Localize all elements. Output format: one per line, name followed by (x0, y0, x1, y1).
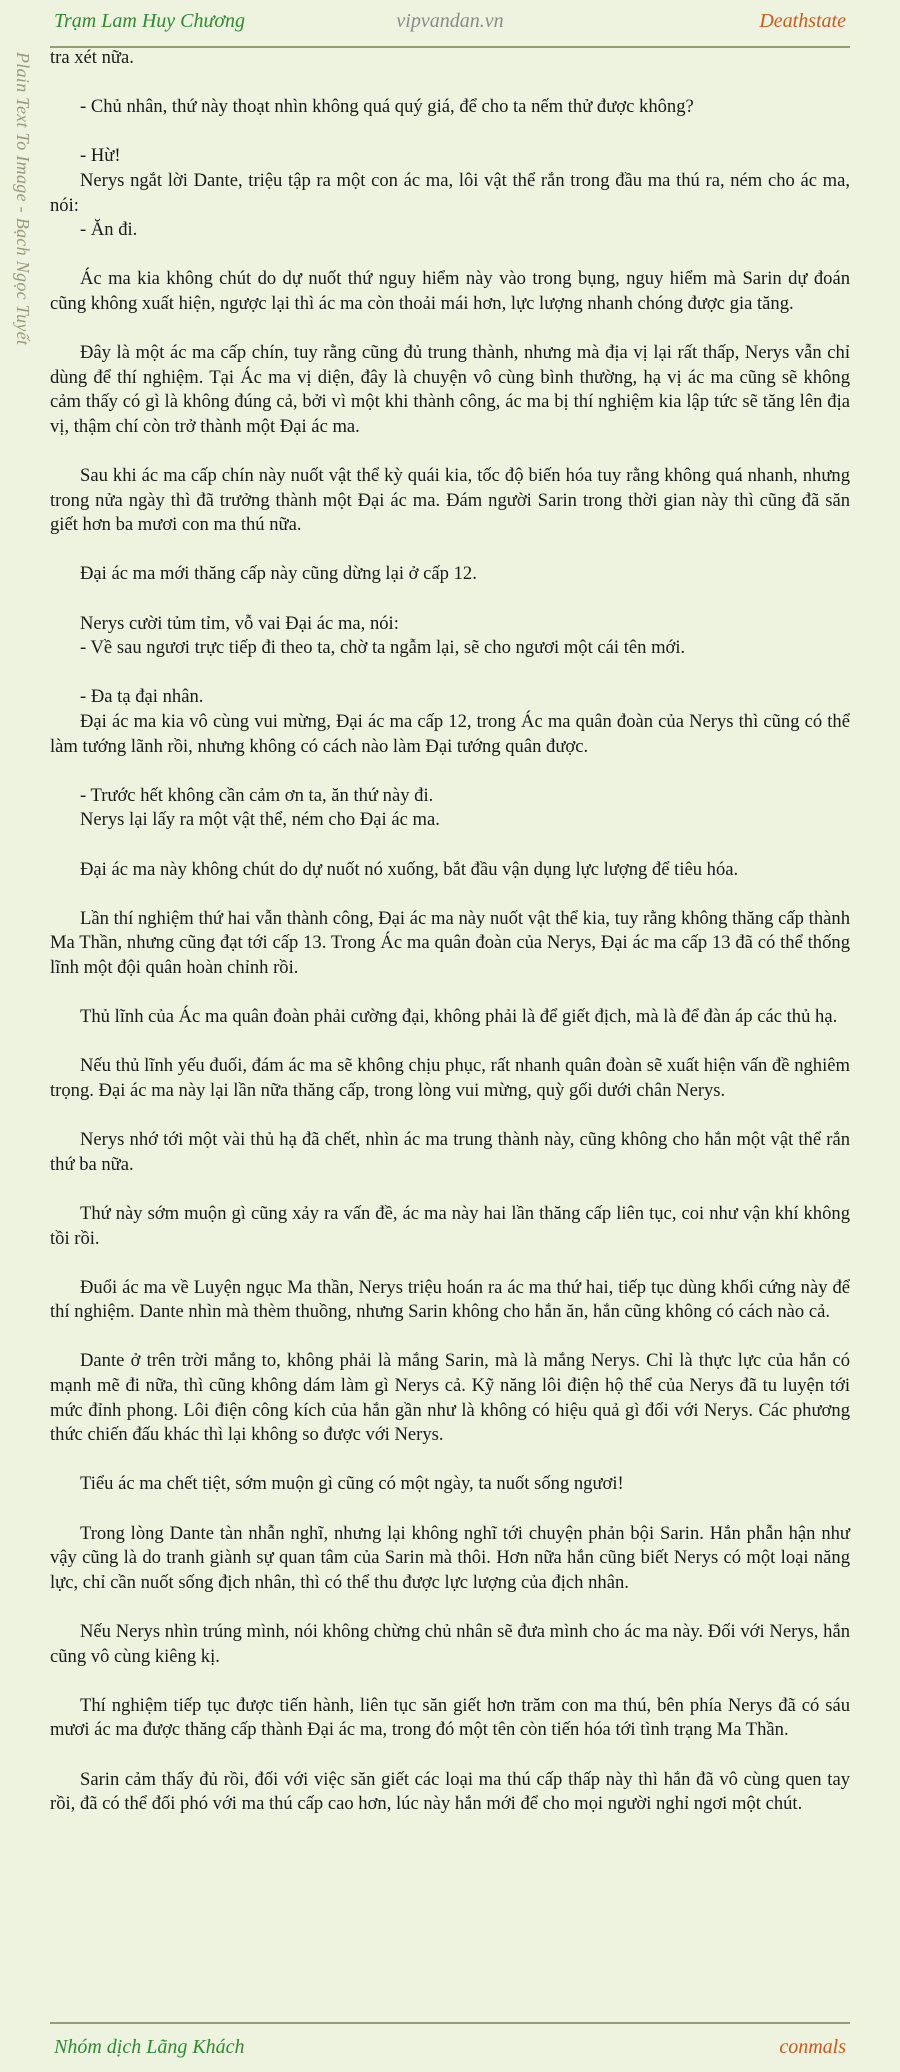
paragraph: Sau khi ác ma cấp chín này nuốt vật thể kỳ quái kia, tốc độ biến hóa tuy rằng không quá nhanh, nhưng trong nửa ngày thì đã trưởng thành một Đại ác ma. Đám người Sarin trong thời gian này thì cũng đã săn giết hơn ba mươi con ma thú nữa. (50, 465, 850, 536)
paragraph: Nerys lại lấy ra một vật thể, ném cho Đại ác ma. (80, 809, 440, 831)
page-header (50, 0, 850, 48)
paragraph: Thí nghiệm tiếp tục được tiến hành, liên tục săn giết hơn trăm con ma thú, bên phía Nerys đã có sáu mươi ác ma được thăng cấp thành Đại ác ma, trong đó một tên còn tiến hóa tới tình trạng Ma Thần. (50, 1694, 850, 1741)
header-url: vipvandan.vn (396, 10, 504, 32)
paragraph: Thủ lĩnh của Ác ma quân đoàn phải cường đại, không phải là để giết địch, mà là để đàn áp các thủ hạ. (80, 1006, 838, 1028)
paragraph: Trong lòng Dante tàn nhẫn nghĩ, nhưng lại không nghĩ tới chuyện phản bội Sarin. Hắn phẫn hận như vậy cũng là do tranh giành sự quan tâm của Sarin mà thôi. Hơn nữa hắn cũng biết Nerys có một loại năng lực, chỉ cần nuốt sống địch nhân, thì có thể thu được lực lượng của địch nhân. (50, 1522, 850, 1593)
paragraph: Đại ác ma kia vô cùng vui mừng, Đại ác ma cấp 12, trong Ác ma quân đoàn của Nerys thì cũng có thể làm tướng lãnh rồi, nhưng không có cách nào làm Đại tướng quân được. (50, 711, 850, 757)
paragraph: Nerys cười tủm tỉm, vỗ vai Đại ác ma, nói: (80, 612, 399, 634)
header-chapter-title: Deathstate (759, 10, 846, 32)
paragraph: Đuổi ác ma về Luyện ngục Ma thần, Nerys triệu hoán ra ác ma thứ hai, tiếp tục dùng khối cứng này để thí nghiệm. Dante nhìn mà thèm thuồng, nhưng Sarin không cho hắn ăn, hắn cũng không có cách nào cả. (50, 1276, 850, 1323)
header-site-name: Trạm Lam Huy Chương (54, 10, 246, 32)
paragraph: - Chủ nhân, thứ này thoạt nhìn không quá quý giá, để cho ta nếm thử được không? (80, 96, 694, 118)
paragraph: Ác ma kia không chút do dự nuốt thứ nguy hiểm này vào trong bụng, nguy hiểm mà Sarin dự đoán cũng không xuất hiện, ngược lại thì ác ma còn thoải mái hơn, lực lượng nhanh chóng được gia tăng. (50, 268, 850, 314)
side-watermark-text: Plain Text To Image - Bạch Ngọc Tuyết (13, 52, 33, 346)
paragraph: Nếu Nerys nhìn trúng mình, nói không chừng chủ nhân sẽ đưa mình cho ác ma này. Đối với Nerys, hắn cũng vô cùng kiêng kị. (50, 1621, 850, 1667)
paragraph: Nerys ngắt lời Dante, triệu tập ra một con ác ma, lôi vật thể rắn trong đầu ma thú ra, ném cho ác ma, nói: (50, 169, 850, 216)
story-content (50, 46, 850, 1817)
paragraph: tra xét nữa. (50, 47, 134, 68)
footer-uploader: conmals (779, 2036, 846, 2058)
paragraph: Nerys nhớ tới một vài thủ hạ đã chết, nhìn ác ma trung thành này, cũng không cho hắn một vật thể rắn thứ ba nữa. (50, 1129, 850, 1175)
paragraph: - Đa tạ đại nhân. (80, 686, 204, 708)
footer-translator-group: Nhóm dịch Lãng Khách (54, 2036, 245, 2058)
paragraph: Đại ác ma này không chút do dự nuốt nó xuống, bắt đầu vận dụng lực lượng để tiêu hóa. (80, 858, 739, 880)
paragraph: Tiểu ác ma chết tiệt, sớm muộn gì cũng có một ngày, ta nuốt sống ngươi! (80, 1473, 624, 1495)
paragraph: - Hừ! (80, 145, 121, 167)
paragraph: Thứ này sớm muộn gì cũng xảy ra vấn đề, ác ma này hai lần thăng cấp liên tục, coi như vận khí không tồi rồi. (50, 1202, 850, 1249)
paragraph: - Về sau ngươi trực tiếp đi theo ta, chờ ta ngẫm lại, sẽ cho ngươi một cái tên mới. (80, 637, 686, 659)
paragraph: Sarin cảm thấy đủ rồi, đối với việc săn giết các loại ma thú cấp thấp này thì hắn đã vô cùng quen tay rồi, đã có thể đối phó với ma thú cấp cao hơn, lúc này hắn mới để cho mọi người nghỉ ngơi một chút. (50, 1768, 850, 1815)
paragraph: - Ăn đi. (80, 219, 138, 241)
paragraph: Dante ở trên trời mắng to, không phải là mắng Sarin, mà là mắng Nerys. Chỉ là thực lực của hắn có mạnh mẽ đi nữa, thì cũng không dám làm gì Nerys cả. Kỹ năng lôi điện hộ thể của Nerys đã tu luyện tới mức đỉnh phong. Lôi điện công kích của hắn gần như là không có hiệu quả gì đối với Nerys. Các phương thức chiến đấu khác thì lại không so được với Nerys. (50, 1350, 850, 1446)
paragraph: Đại ác ma mới thăng cấp này cũng dừng lại ở cấp 12. (80, 563, 477, 585)
paragraph: Đây là một ác ma cấp chín, tuy rằng cũng đủ trung thành, nhưng mà địa vị lại rất thấp, Nerys vẫn chỉ dùng để thí nghiệm. Tại Ác ma vị diện, đây là chuyện vô cùng bình thường, hạ vị ác ma cũng sẽ không cảm thấy có gì là không đúng cả, bởi vì một khi thành công, ác ma bị thí nghiệm kia lập tức sẽ tăng lên địa vị, thậm chí còn trở thành một Đại ác ma. (50, 342, 850, 437)
paragraph: Lần thí nghiệm thứ hai vẫn thành công, Đại ác ma này nuốt vật thể kia, tuy rằng không thăng cấp thành Ma Thần, nhưng cũng đạt tới cấp 13. Trong Ác ma quân đoàn của Nerys, Đại ác ma cấp 13 đã có thể thống lĩnh một đội quân hoàn chỉnh rồi. (50, 907, 850, 978)
paragraph: - Trước hết không cần cảm ơn ta, ăn thứ này đi. (80, 784, 434, 806)
paragraph: Nếu thủ lĩnh yếu đuối, đám ác ma sẽ không chịu phục, rất nhanh quân đoàn sẽ xuất hiện vấn đề nghiêm trọng. Đại ác ma này lại lần nữa thăng cấp, trong lòng vui mừng, quỳ gối dưới chân Nerys. (50, 1055, 850, 1101)
page-footer (50, 2022, 850, 2072)
